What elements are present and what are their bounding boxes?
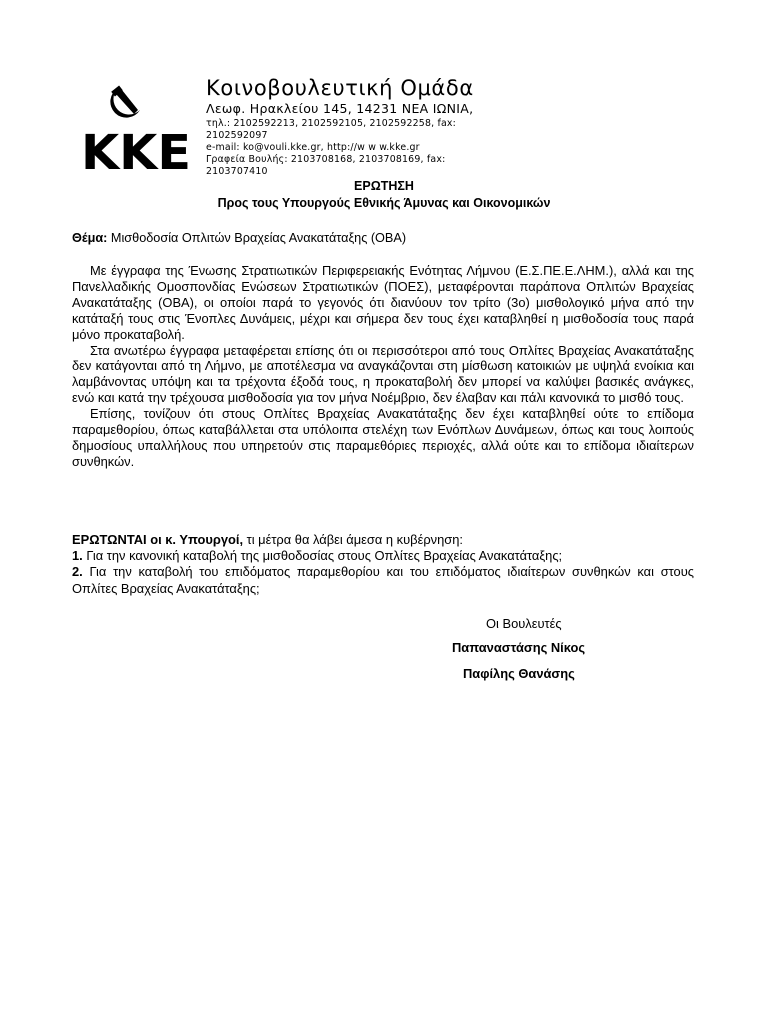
body-paragraph: Επίσης, τονίζουν ότι στους Οπλίτες Βραχείας Ανακατάταξης δεν έχει καταβληθεί ούτε το επίδομα παραμεθορίου, όπως καταβάλλεται στα υπόλοιπα στελέχη των Ενόπλων Δυνάμεων, όπως και τους λοιπούς δημοσίους υπαλλήλους που υπηρετούν στις παραμεθόριες περιοχές, αλλά ούτε και το επίδομα ιδιαίτερων συνθηκών. — [72, 406, 694, 469]
questions-block — [72, 532, 694, 597]
org-address: Λεωφ. Ηρακλείου 145, 14231 ΝΕΑ ΙΩΝΙΑ, — [206, 101, 474, 116]
question-item — [72, 548, 694, 564]
document-title: ΕΡΩΤΗΣΗ — [354, 179, 414, 193]
subject-text: Μισθοδοσία Οπλιτών Βραχείας Ανακατάταξης (ΟΒΑ) — [107, 231, 407, 245]
contact-line: 2103707410 — [206, 166, 268, 178]
document-addressee: Προς τους Υπουργούς Εθνικής Άμυνας και Οικονομικών — [217, 196, 551, 210]
signers-label: Οι Βουλευτές — [486, 616, 562, 631]
contact-line: Γραφεία Βουλής: 2103708168, 2103708169, fax: — [206, 154, 446, 166]
question-lead-rest: τι μέτρα θα λάβει άμεσα η κυβέρνηση: — [243, 532, 463, 547]
question-text: Για την καταβολή του επιδόματος παραμεθορίου και του επιδόματος ιδιαίτερων συνθηκών και στους Οπλίτες Βραχείας Ανακατάταξης; — [72, 564, 694, 596]
subject-line — [72, 231, 406, 245]
kke-logo — [80, 80, 193, 173]
contact-line: e-mail: ko@vouli.kke.gr, http://w w w.kke.gr — [206, 142, 420, 154]
contact-line: 2102592097 — [206, 130, 268, 142]
subject-label: Θέμα: — [72, 231, 108, 245]
hammer-sickle-icon — [110, 86, 140, 118]
contact-line: τηλ.: 2102592213, 2102592105, 2102592258, fax: — [206, 118, 457, 129]
contact-info — [206, 118, 496, 178]
question-number: 1. — [72, 548, 83, 564]
question-text: Για την κανονική καταβολή της μισθοδοσίας στους Οπλίτες Βραχείας Ανακατάταξης; — [82, 548, 563, 564]
body-text — [72, 263, 694, 470]
question-lead-bold: ΕΡΩΤΩΝΤΑΙ οι κ. Υπουργοί, — [72, 532, 244, 547]
body-paragraph: Με έγγραφα της Ένωσης Στρατιωτικών Περιφερειακής Ενότητας Λήμνου (Ε.Σ.ΠΕ.Ε.ΛΗΜ.), αλλά και της Πανελλαδικής Ομοσπονδίας Ενώσεων Στρατιωτικών (ΠΟΕΣ), μεταφέρονται παράπονα Οπλιτών Βραχείας Ανακατάταξης (ΟΒΑ), οι οποίοι παρά το γεγονός ότι διανύουν τον τρίτο (3ο) μισθολογικό μήνα από την κατάταξή τους στις Ένοπλες Δυνάμεις, μέχρι και σήμερα δεν τους έχει καταβληθεί η μισθοδοσία τους παρά μόνο προκαταβολή. — [72, 263, 694, 342]
logo-letters: KKE — [81, 125, 191, 173]
signer-name: Παπαναστάσης Νίκος — [452, 640, 586, 655]
question-item — [72, 564, 694, 596]
question-number: 2. — [72, 564, 83, 580]
org-name: Κοινοβουλευτική Ομάδα — [206, 76, 474, 100]
body-paragraph: Στα ανωτέρω έγγραφα μεταφέρεται επίσης ότι οι περισσότεροι από τους Οπλίτες Βραχείας Ανακατάταξης δεν κατάγονται από τη Λήμνο, με αποτέλεσμα να αναγκάζονται στη μίσθωση κατοικιών με υψηλά ενοίκια και λαμβάνοντας υπόψη και τα τρέχοντα έξοδά τους, η προκαταβολή δεν μπορεί να καλύψει βασικές ανάγκες, ενώ και κατά την τρέχουσα μισθοδοσία για τον μήνα Νοέμβριο, δεν έλαβαν και πάλι κανονικά το μισθό τους. — [72, 342, 694, 406]
question-lead — [72, 532, 694, 548]
signer-name: Παφίλης Θανάσης — [463, 666, 575, 681]
